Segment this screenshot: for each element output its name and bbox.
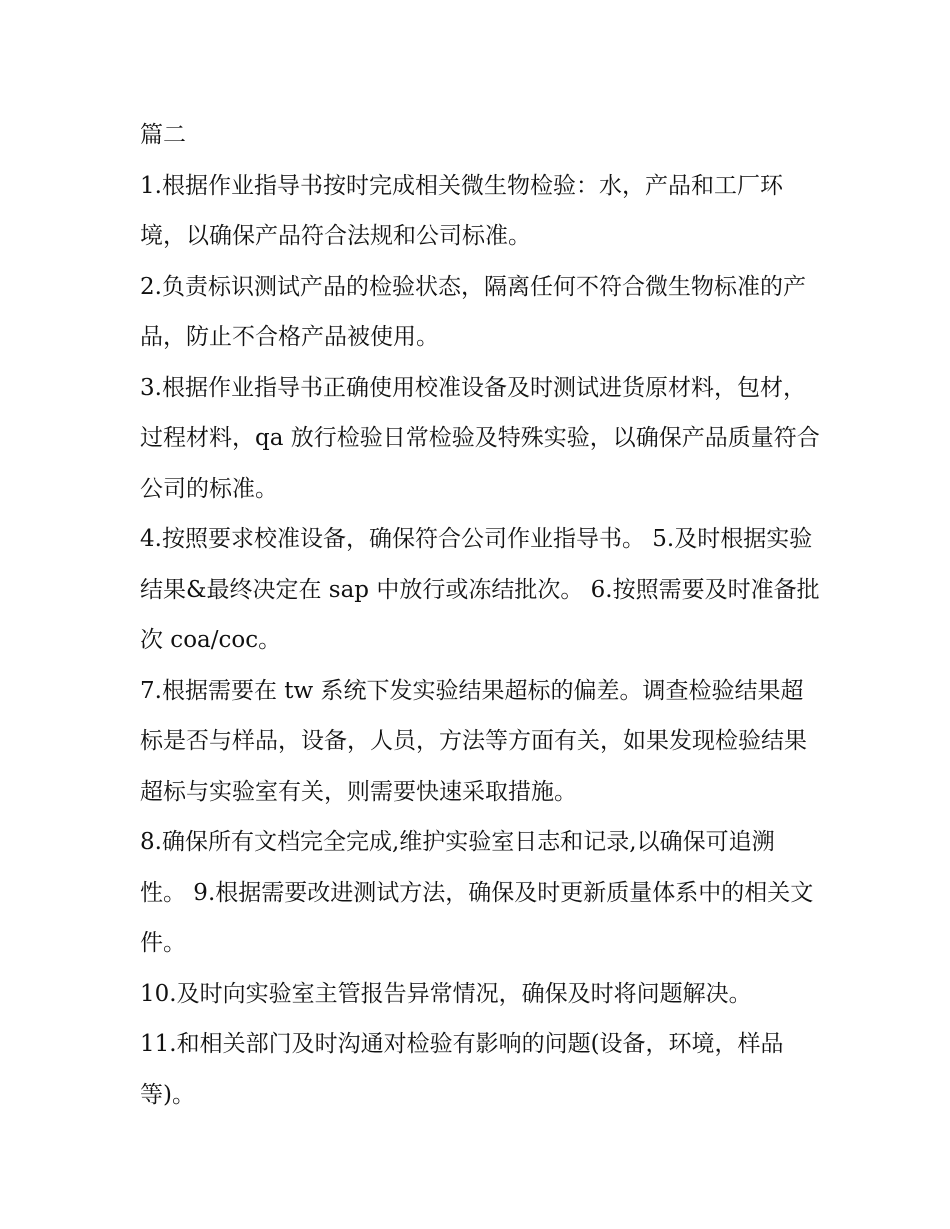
paragraph-3: 3.根据作业指导书正确使用校准设备及时测试进货原材料，包材，过程材料，qa 放行检验日常检验及特殊实验，以确保产品质量符合公司的标准。 [140, 374, 820, 502]
paragraph-11: 11.和相关部门及时沟通对检验有影响的问题(设备，环境，样品等)。 [140, 1031, 784, 1108]
paragraph-1: 1.根据作业指导书按时完成相关微生物检验：水，产品和工厂环境，以确保产品符合法规和公司标准。 [140, 172, 783, 249]
paragraph-2: 2.负责标识测试产品的检验状态，隔离任何不符合微生物标准的产品，防止不合格产品被使用。 [140, 273, 806, 350]
paragraph-8-9: 8.确保所有文档完全完成,维护实验室日志和记录,以确保可追溯性。 9.根据需要改进测试方法，确保及时更新质量体系中的相关文件。 [140, 829, 814, 956]
paragraph-4-5-6: 4.按照要求校准设备，确保符合公司作业指导书。 5.及时根据实验结果&最终决定在 sap 中放行或冻结批次。 6.按照需要及时准备批次 coa/coc。 [140, 526, 820, 653]
paragraph-7: 7.根据需要在 tw 系统下发实验结果超标的偏差。调查检验结果超标是否与样品，设备，人员，方法等方面有关，如果发现检验结果超标与实验室有关，则需要快速采取措施。 [140, 677, 807, 805]
document-body [140, 110, 820, 1120]
section-heading: 篇二 [140, 122, 186, 148]
paragraph-10: 10.及时向实验室主管报告异常情况，确保及时将问题解决。 [140, 980, 752, 1007]
